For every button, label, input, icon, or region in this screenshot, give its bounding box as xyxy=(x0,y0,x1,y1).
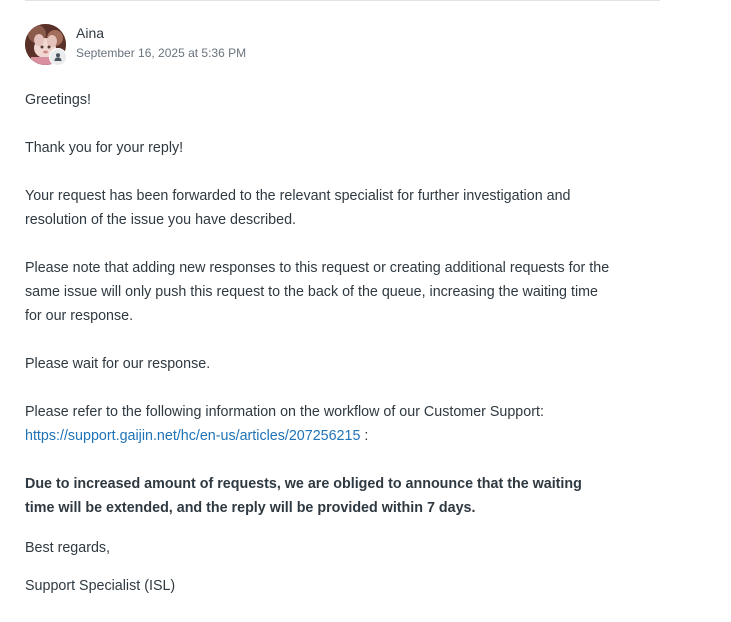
avatar-wrapper[interactable] xyxy=(25,24,66,65)
wait-text xyxy=(25,352,645,376)
top-divider xyxy=(25,0,660,1)
notice-line-2: time will be extended, and the reply will be provided within 7 days. xyxy=(25,500,476,516)
greeting-text xyxy=(25,88,645,112)
signature-line: Support Specialist (ISL) xyxy=(25,578,176,594)
thanks-line: Thank you for your reply! xyxy=(25,140,184,156)
refer-line: Please refer to the following information on the workflow of our Customer Support: xyxy=(25,404,544,420)
note-paragraph xyxy=(25,256,645,328)
regards-line: Best regards, xyxy=(25,540,111,556)
comment-meta xyxy=(76,24,246,61)
forwarded-paragraph xyxy=(25,184,645,232)
thanks-text xyxy=(25,136,645,160)
signature-text xyxy=(25,574,645,598)
author-name[interactable]: Aina xyxy=(76,25,105,41)
workflow-link[interactable]: https://support.gaijin.net/hc/en-us/articles/207256215 xyxy=(25,428,361,444)
user-badge xyxy=(49,48,67,66)
note-line-1: Please note that adding new responses to this request or creating additional requests for the xyxy=(25,260,610,276)
refer-suffix: : xyxy=(360,428,369,444)
forwarded-line-1: Your request has been forwarded to the relevant specialist for further investigation and xyxy=(25,188,571,204)
notice-line-1: Due to increased amount of requests, we are obliged to announce that the waiting xyxy=(25,476,582,492)
comment xyxy=(25,24,645,622)
person-icon xyxy=(53,52,63,62)
note-line-2: same issue will only push this request to the back of the queue, increasing the waiting time xyxy=(25,284,598,300)
note-line-3: for our response. xyxy=(25,308,134,324)
comment-header xyxy=(25,24,645,66)
comment-body xyxy=(25,88,645,598)
wait-line: Please wait for our response. xyxy=(25,356,211,372)
refer-paragraph xyxy=(25,400,645,448)
forwarded-line-2: resolution of the issue you have described. xyxy=(25,212,297,228)
comment-timestamp: September 16, 2025 at 5:36 PM xyxy=(76,46,247,60)
greeting-line: Greetings! xyxy=(25,92,91,108)
regards-text xyxy=(25,536,645,560)
notice-paragraph xyxy=(25,472,645,520)
